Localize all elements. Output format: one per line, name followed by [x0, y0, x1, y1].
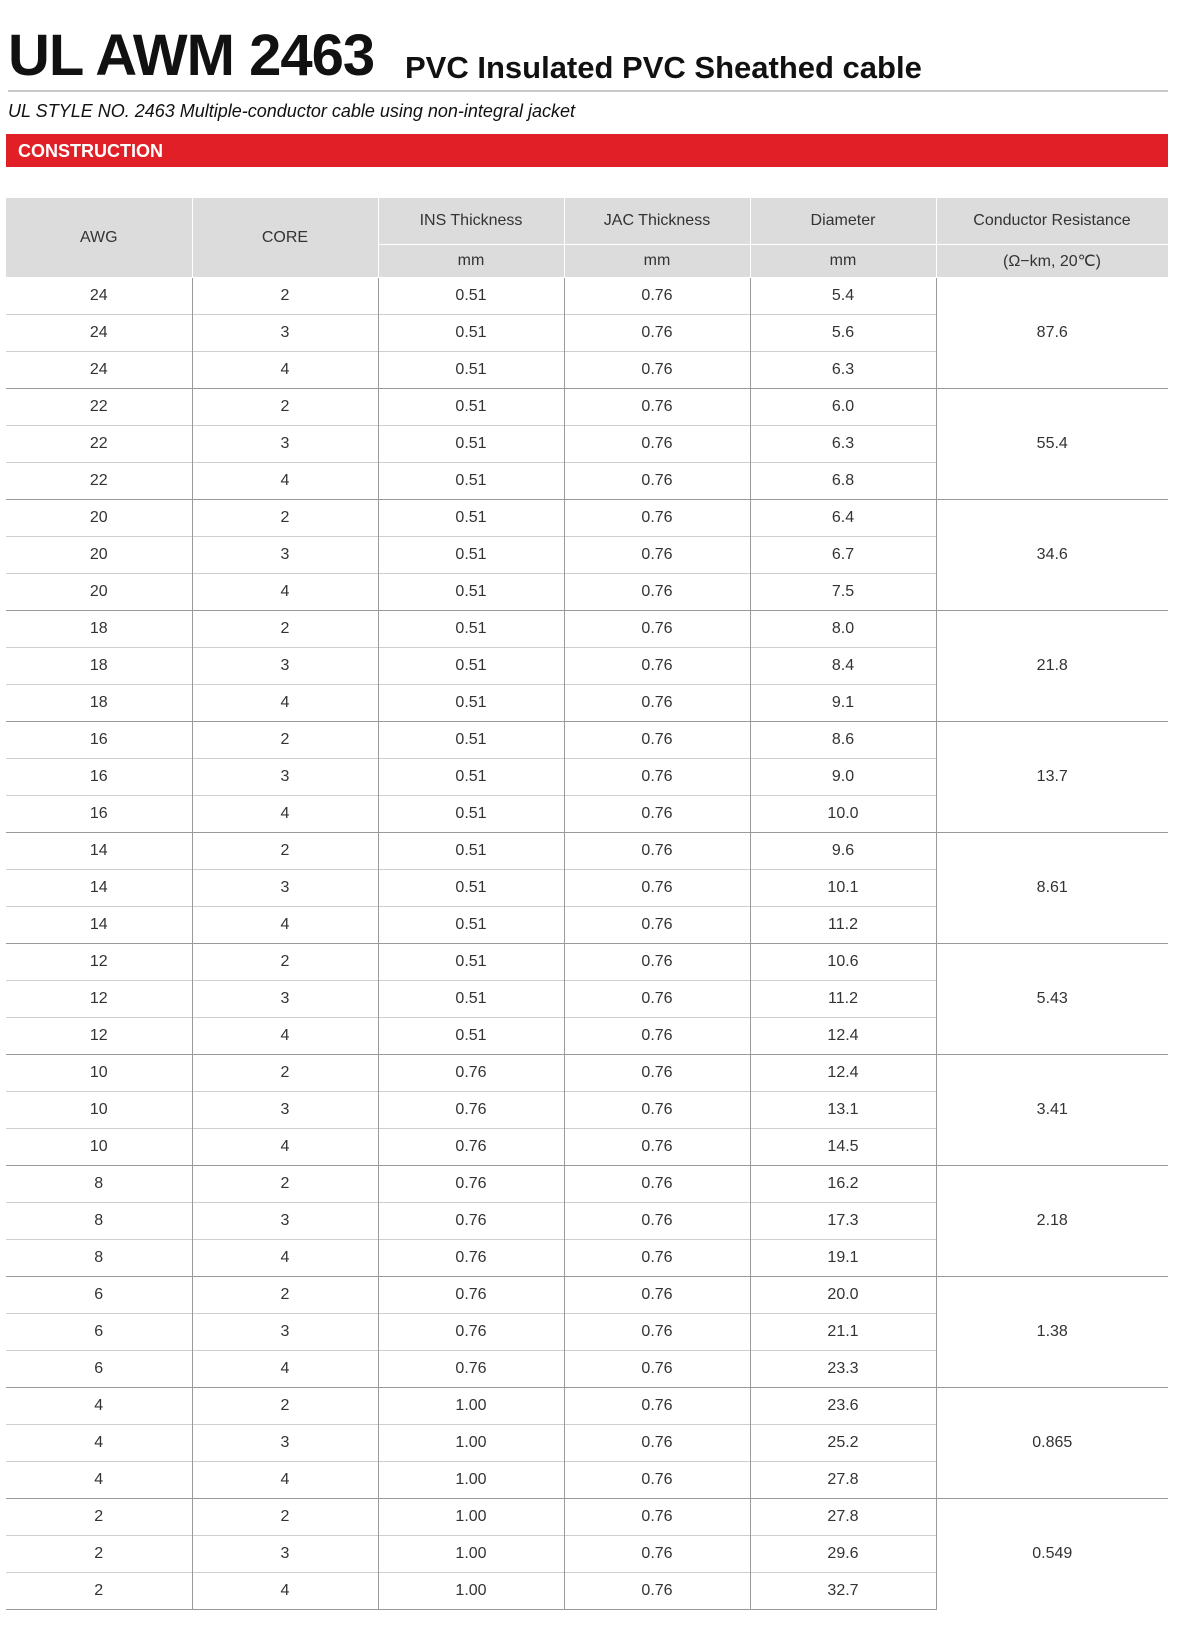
- table-row: [6, 1499, 1168, 1536]
- cell-ins-thickness: 0.51: [378, 759, 564, 796]
- section-bar: [6, 134, 1168, 167]
- cell-core: 2: [192, 278, 378, 315]
- table-row: [6, 833, 1168, 870]
- cell-diameter: 10.1: [750, 870, 936, 907]
- cell-ins-thickness: 0.76: [378, 1092, 564, 1129]
- cell-ins-thickness: 0.51: [378, 833, 564, 870]
- cell-ins-thickness: 0.51: [378, 796, 564, 833]
- cell-awg: 22: [6, 463, 192, 500]
- cell-awg: 16: [6, 796, 192, 833]
- table-row: [6, 1055, 1168, 1092]
- cell-conductor-resistance: 1.38: [936, 1277, 1168, 1388]
- cell-ins-thickness: 1.00: [378, 1536, 564, 1573]
- cell-awg: 10: [6, 1092, 192, 1129]
- header-jac-unit: mm: [564, 245, 750, 278]
- cell-jac-thickness: 0.76: [564, 1203, 750, 1240]
- cell-core: 4: [192, 907, 378, 944]
- cell-conductor-resistance: 21.8: [936, 611, 1168, 722]
- cell-jac-thickness: 0.76: [564, 574, 750, 611]
- cell-jac-thickness: 0.76: [564, 944, 750, 981]
- cell-core: 3: [192, 759, 378, 796]
- cell-jac-thickness: 0.76: [564, 1129, 750, 1166]
- table-row: [6, 500, 1168, 537]
- cell-diameter: 6.4: [750, 500, 936, 537]
- cell-jac-thickness: 0.76: [564, 1536, 750, 1573]
- cell-ins-thickness: 0.76: [378, 1314, 564, 1351]
- page-title: UL AWM 2463: [8, 23, 375, 88]
- cell-ins-thickness: 0.51: [378, 389, 564, 426]
- cell-ins-thickness: 0.51: [378, 1018, 564, 1055]
- cell-core: 4: [192, 1240, 378, 1277]
- cell-jac-thickness: 0.76: [564, 1573, 750, 1610]
- cell-diameter: 14.5: [750, 1129, 936, 1166]
- cell-jac-thickness: 0.76: [564, 500, 750, 537]
- cell-awg: 24: [89, 287, 108, 304]
- cell-conductor-resistance: 55.4: [936, 389, 1168, 500]
- section-label: CONSTRUCTION: [18, 141, 163, 161]
- table-row: [6, 944, 1168, 981]
- cell-core: 2: [192, 500, 378, 537]
- cell-jac-thickness: 0.76: [564, 1462, 750, 1499]
- cell-diameter: 12.4: [750, 1018, 936, 1055]
- cell-ins-thickness: 0.51: [378, 648, 564, 685]
- cell-core: 3: [192, 1425, 378, 1462]
- cell-ins-thickness: 0.51: [378, 278, 564, 315]
- header-ins-unit: mm: [378, 245, 564, 278]
- cell-jac-thickness: 0.76: [564, 1055, 750, 1092]
- cell-diameter: 32.7: [750, 1573, 936, 1610]
- cell-jac-thickness: 0.76: [564, 426, 750, 463]
- cell-jac-thickness: 0.76: [564, 685, 750, 722]
- cell-ins-thickness: 0.76: [378, 1055, 564, 1092]
- construction-table: [6, 197, 1169, 1610]
- cell-awg: 16: [6, 759, 192, 796]
- cell-jac-thickness: 0.76: [564, 981, 750, 1018]
- cell-core: 3: [192, 315, 378, 352]
- cell-core: 4: [192, 1018, 378, 1055]
- cell-core: 3: [192, 426, 378, 463]
- cell-ins-thickness: 0.51: [378, 463, 564, 500]
- cell-jac-thickness: 0.76: [564, 537, 750, 574]
- cell-jac-thickness: 0.76: [564, 1425, 750, 1462]
- cell-awg: 10: [6, 1055, 192, 1092]
- cell-core: 2: [192, 1055, 378, 1092]
- cell-conductor-resistance: 0.865: [936, 1388, 1168, 1499]
- table-row: [6, 278, 1168, 315]
- cell-core: 4: [192, 463, 378, 500]
- cell-core: 4: [192, 685, 378, 722]
- cell-ins-thickness: 1.00: [378, 1388, 564, 1425]
- cell-awg: 18: [6, 611, 192, 648]
- cell-diameter: 6.3: [750, 352, 936, 389]
- cell-diameter: 6.8: [750, 463, 936, 500]
- cell-ins-thickness: 0.76: [378, 1240, 564, 1277]
- cell-core: 4: [192, 1462, 378, 1499]
- cell-awg: 2: [6, 1499, 192, 1536]
- header-conductor-resistance: Conductor Resistance: [936, 198, 1168, 245]
- cell-diameter: 9.1: [750, 685, 936, 722]
- cell-ins-thickness: 0.76: [378, 1203, 564, 1240]
- cell-ins-thickness: 0.51: [378, 574, 564, 611]
- table-row: [6, 1388, 1168, 1425]
- cell-awg: 8: [6, 1166, 192, 1203]
- cell-awg: 24: [6, 315, 192, 352]
- cell-core: 2: [192, 1277, 378, 1314]
- cell-jac-thickness: 0.76: [564, 833, 750, 870]
- cell-ins-thickness: 0.76: [378, 1166, 564, 1203]
- cell-ins-thickness: 0.51: [378, 870, 564, 907]
- cell-core: 3: [192, 981, 378, 1018]
- cell-awg: 2: [6, 1573, 192, 1610]
- header-diameter: Diameter: [750, 198, 936, 245]
- cell-ins-thickness: 1.00: [378, 1425, 564, 1462]
- cell-jac-thickness: 0.76: [564, 796, 750, 833]
- header-awg: AWG: [6, 198, 192, 278]
- cell-core: 3: [192, 648, 378, 685]
- cell-jac-thickness: 0.76: [564, 315, 750, 352]
- cell-diameter: 29.6: [750, 1536, 936, 1573]
- cell-diameter: 27.8: [750, 1462, 936, 1499]
- cell-core: 3: [192, 537, 378, 574]
- cell-core: 3: [192, 1536, 378, 1573]
- cell-awg: 14: [6, 870, 192, 907]
- cell-diameter: 12.4: [750, 1055, 936, 1092]
- header-resistance-unit: (Ω−km, 20℃): [936, 245, 1168, 278]
- cell-jac-thickness: 0.76: [564, 722, 750, 759]
- cell-diameter: 25.2: [750, 1425, 936, 1462]
- cell-core: 4: [192, 1573, 378, 1610]
- cell-ins-thickness: 0.76: [378, 1351, 564, 1388]
- cell-conductor-resistance: 87.6: [936, 278, 1168, 389]
- cell-ins-thickness: 1.00: [378, 1499, 564, 1536]
- cell-diameter: 23.6: [750, 1388, 936, 1425]
- cell-jac-thickness: 0.76: [564, 648, 750, 685]
- cell-awg: 12: [6, 944, 192, 981]
- header-ins-thickness: INS Thickness: [378, 198, 564, 245]
- cell-ins-thickness: 0.51: [378, 685, 564, 722]
- cell-jac-thickness: 0.76: [564, 389, 750, 426]
- cell-core: 2: [192, 833, 378, 870]
- cell-ins-thickness: 1.00: [378, 1462, 564, 1499]
- cell-conductor-resistance: 0.549: [936, 1499, 1168, 1610]
- cell-ins-thickness: 0.51: [378, 426, 564, 463]
- cell-awg: 4: [6, 1388, 192, 1425]
- cell-diameter: 21.1: [750, 1314, 936, 1351]
- cell-core: 3: [192, 1092, 378, 1129]
- cell-awg: 22: [6, 426, 192, 463]
- cell-awg: 20: [6, 500, 192, 537]
- cell-diameter: 10.0: [750, 796, 936, 833]
- table-body: [6, 278, 1168, 1610]
- cell-awg: 6: [6, 1314, 192, 1351]
- cell-awg: 4: [6, 1462, 192, 1499]
- cell-jac-thickness: 0.76: [564, 1018, 750, 1055]
- cell-awg: 18: [6, 685, 192, 722]
- cell-jac-thickness: 0.76: [564, 1166, 750, 1203]
- cell-jac-thickness: 0.76: [564, 1240, 750, 1277]
- cell-diameter: 19.1: [750, 1240, 936, 1277]
- cell-diameter: 8.4: [750, 648, 936, 685]
- cell-ins-thickness: 0.51: [378, 611, 564, 648]
- cell-jac-thickness: 0.76: [564, 1092, 750, 1129]
- cell-ins-thickness: 0.51: [378, 537, 564, 574]
- cell-jac-thickness: 0.76: [564, 1499, 750, 1536]
- cell-diameter: 27.8: [750, 1499, 936, 1536]
- cell-awg: 10: [6, 1129, 192, 1166]
- cell-conductor-resistance: 3.41: [936, 1055, 1168, 1166]
- cell-diameter: 6.0: [750, 389, 936, 426]
- cell-awg: 12: [6, 1018, 192, 1055]
- cell-ins-thickness: 0.76: [378, 1277, 564, 1314]
- cell-jac-thickness: 0.76: [564, 278, 750, 315]
- cell-awg: 20: [6, 537, 192, 574]
- cell-ins-thickness: 0.51: [378, 500, 564, 537]
- page-subtitle-product: PVC Insulated PVC Sheathed cable: [405, 50, 922, 85]
- cell-diameter: 11.2: [750, 907, 936, 944]
- cell-diameter: 5.6: [750, 315, 936, 352]
- cell-diameter: 10.6: [750, 944, 936, 981]
- header-diameter-unit: mm: [750, 245, 936, 278]
- cell-jac-thickness: 0.76: [564, 1351, 750, 1388]
- table-row: [6, 1166, 1168, 1203]
- cell-conductor-resistance: 34.6: [936, 500, 1168, 611]
- cell-diameter: 17.3: [750, 1203, 936, 1240]
- cell-jac-thickness: 0.76: [564, 1314, 750, 1351]
- cell-core: 4: [192, 1129, 378, 1166]
- cell-core: 3: [192, 870, 378, 907]
- cell-awg: 12: [6, 981, 192, 1018]
- cell-awg: 6: [6, 1351, 192, 1388]
- cell-ins-thickness: 0.76: [378, 1129, 564, 1166]
- cell-diameter: 9.6: [750, 833, 936, 870]
- cell-diameter: 11.2: [750, 981, 936, 1018]
- cell-awg: 24: [6, 352, 192, 389]
- cell-awg: 14: [6, 833, 192, 870]
- cell-core: 2: [192, 1388, 378, 1425]
- cell-core: 4: [192, 796, 378, 833]
- header-jac-thickness: JAC Thickness: [564, 198, 750, 245]
- cell-diameter: 6.7: [750, 537, 936, 574]
- cell-awg: 6: [6, 1277, 192, 1314]
- cell-ins-thickness: 1.00: [378, 1573, 564, 1610]
- table-row: [6, 1277, 1168, 1314]
- cell-ins-thickness: 0.51: [378, 907, 564, 944]
- table-row: [6, 722, 1168, 759]
- cell-core: 2: [192, 1166, 378, 1203]
- cell-diameter: 6.3: [750, 426, 936, 463]
- cell-ins-thickness: 0.51: [378, 981, 564, 1018]
- cell-core: 2: [192, 944, 378, 981]
- cell-diameter: 7.5: [750, 574, 936, 611]
- cell-jac-thickness: 0.76: [564, 907, 750, 944]
- cell-diameter: 8.0: [750, 611, 936, 648]
- cell-diameter: 9.0: [750, 759, 936, 796]
- cell-jac-thickness: 0.76: [564, 463, 750, 500]
- cell-ins-thickness: 0.51: [378, 315, 564, 352]
- cell-ins-thickness: 0.51: [378, 944, 564, 981]
- cell-core: 2: [192, 389, 378, 426]
- cell-conductor-resistance: 5.43: [936, 944, 1168, 1055]
- cell-diameter: 20.0: [750, 1277, 936, 1314]
- cell-jac-thickness: 0.76: [564, 352, 750, 389]
- cell-jac-thickness: 0.76: [564, 1388, 750, 1425]
- cell-core: 3: [192, 1203, 378, 1240]
- cell-awg: 18: [6, 648, 192, 685]
- table-row: [6, 389, 1168, 426]
- header-core: CORE: [192, 198, 378, 278]
- style-description: UL STYLE NO. 2463 Multiple-conductor cable using non-integral jacket: [8, 101, 575, 121]
- cell-awg: 4: [6, 1425, 192, 1462]
- cell-jac-thickness: 0.76: [564, 1277, 750, 1314]
- cell-core: 2: [192, 722, 378, 759]
- cell-jac-thickness: 0.76: [564, 611, 750, 648]
- cell-ins-thickness: 0.51: [378, 352, 564, 389]
- cell-core: 3: [192, 1314, 378, 1351]
- cell-jac-thickness: 0.76: [564, 759, 750, 796]
- cell-awg: 20: [6, 574, 192, 611]
- cell-awg: 14: [6, 907, 192, 944]
- cell-jac-thickness: 0.76: [564, 870, 750, 907]
- cell-diameter: 5.4: [750, 278, 936, 315]
- cell-awg: 16: [6, 722, 192, 759]
- cell-awg: 2: [6, 1536, 192, 1573]
- cell-diameter: 8.6: [750, 722, 936, 759]
- cell-conductor-resistance: 2.18: [936, 1166, 1168, 1277]
- cell-awg: 22: [6, 389, 192, 426]
- cell-diameter: 13.1: [750, 1092, 936, 1129]
- cell-diameter: 23.3: [750, 1351, 936, 1388]
- cell-awg: 8: [6, 1203, 192, 1240]
- cell-core: 4: [192, 1351, 378, 1388]
- cell-awg: 8: [6, 1240, 192, 1277]
- table-row: [6, 611, 1168, 648]
- cell-ins-thickness: 0.51: [378, 722, 564, 759]
- cell-diameter: 16.2: [750, 1166, 936, 1203]
- cell-core: 4: [192, 574, 378, 611]
- cell-conductor-resistance: 8.61: [936, 833, 1168, 944]
- cell-core: 4: [192, 352, 378, 389]
- cell-conductor-resistance: 13.7: [936, 722, 1168, 833]
- cell-core: 2: [192, 611, 378, 648]
- cell-core: 2: [192, 1499, 378, 1536]
- title-row: [8, 22, 1168, 92]
